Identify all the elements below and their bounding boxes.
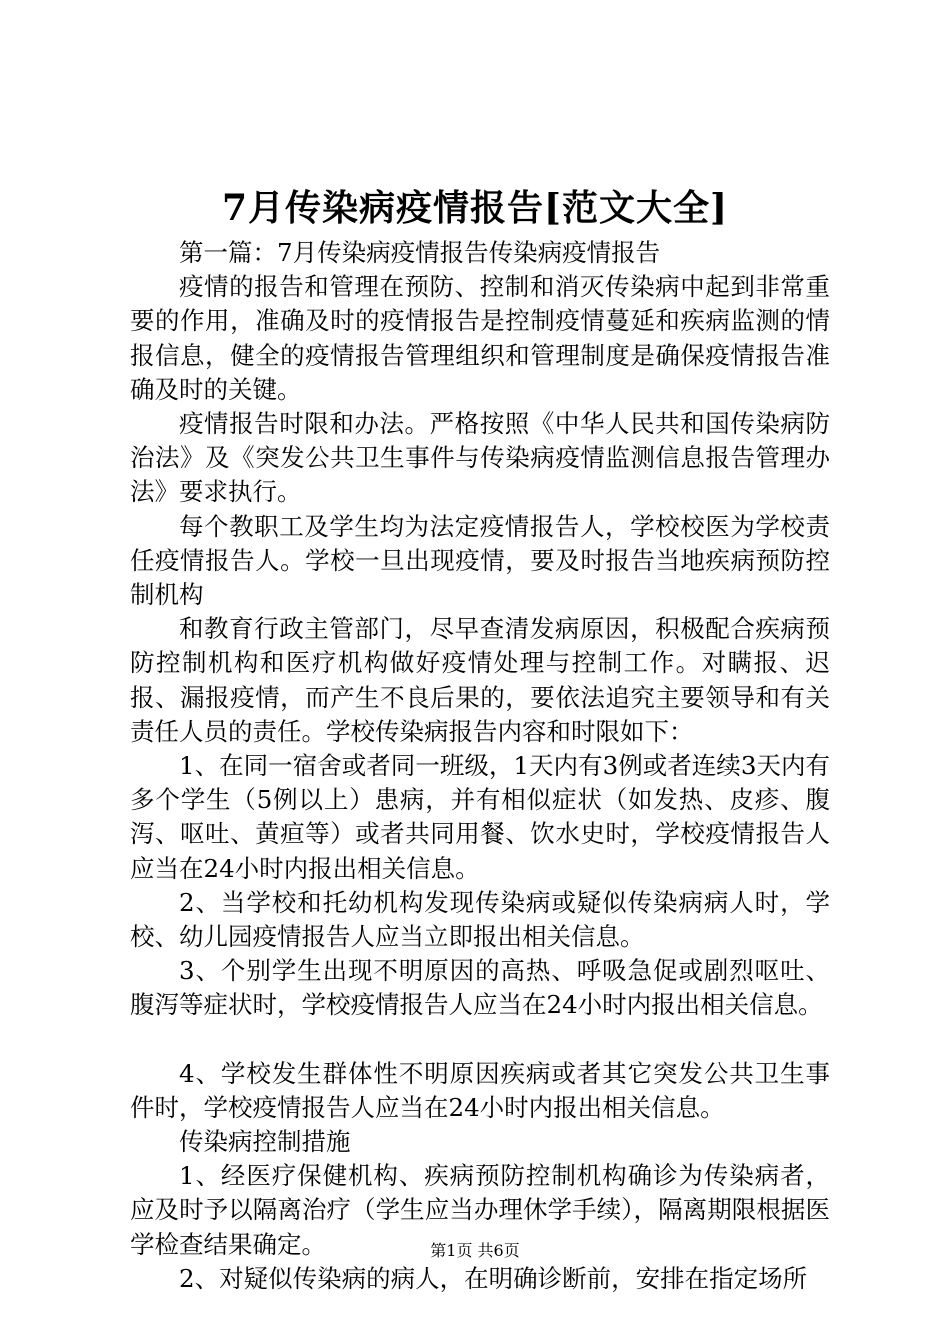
section-heading: 传染病控制措施 — [179, 1127, 351, 1157]
paragraph: 疫情的报告和管理在预防、控制和消灭传染病中起到非常重要的作用，准确及时的疫情报告是控制疫情蔓延和疾病监测的情报信息，健全的疫情报告管理组织和管理制度是确保疫情报告准确及时的关键。 — [130, 272, 830, 404]
list-item: 2、当学校和托幼机构发现传染病或疑似传染病病人时，学校、幼儿园疫情报告人应当立即报出相关信息。 — [130, 887, 830, 952]
list-item: 1、在同一宿舍或者同一班级，1天内有3例或者连续3天内有多个学生（5例以上）患病，并有相似症状（如发热、皮疹、腹泻、呕吐、黄疸等）或者共同用餐、饮水史时，学校疫情报告人应当在24小时内报出相关信息。 — [130, 751, 830, 883]
paragraph: 和教育行政主管部门，尽早查清发病原因，积极配合疾病预防控制机构和医疗机构做好疫情处理与控制工作。对瞒报、迟报、漏报疫情，而产生不良后果的，要依法追究主要领导和有关责任人员的责任。学校传染病报告内容和时限如下： — [130, 614, 830, 746]
paragraph-heading: 第一篇：7月传染病疫情报告传染病疫情报告 — [179, 238, 661, 267]
paragraph: 疫情报告时限和办法。严格按照《中华人民共和国传染病防治法》及《突发公共卫生事件与传染病疫情监测信息报告管理办法》要求执行。 — [130, 409, 830, 507]
list-item: 3、个别学生出现不明原因的高热、呼吸急促或剧烈呕吐、腹泻等症状时，学校疫情报告人应当在24小时内报出相关信息。 — [130, 956, 830, 1020]
list-item: 1、经医疗保健机构、疾病预防控制机构确诊为传染病者，应及时予以隔离治疗（学生应当办理休学手续），隔离期限根据医学检查结果确定。 — [130, 1161, 830, 1259]
paragraph: 每个教职工及学生均为法定疫情报告人，学校校医为学校责任疫情报告人。学校一旦出现疫情，要及时报告当地疾病预防控制机构 — [130, 511, 830, 610]
document-title: 7月传染病疫情报告[范文大全] — [221, 187, 729, 229]
list-item: 2、对疑似传染病的病人，在明确诊断前，安排在指定场所 — [179, 1263, 808, 1293]
list-item: 4、学校发生群体性不明原因疾病或者其它突发公共卫生事件时，学校疫情报告人应当在24小时内报出相关信息。 — [130, 1058, 830, 1122]
document-body — [130, 236, 830, 1296]
page-footer: 第1页 共6页 — [430, 1241, 520, 1260]
